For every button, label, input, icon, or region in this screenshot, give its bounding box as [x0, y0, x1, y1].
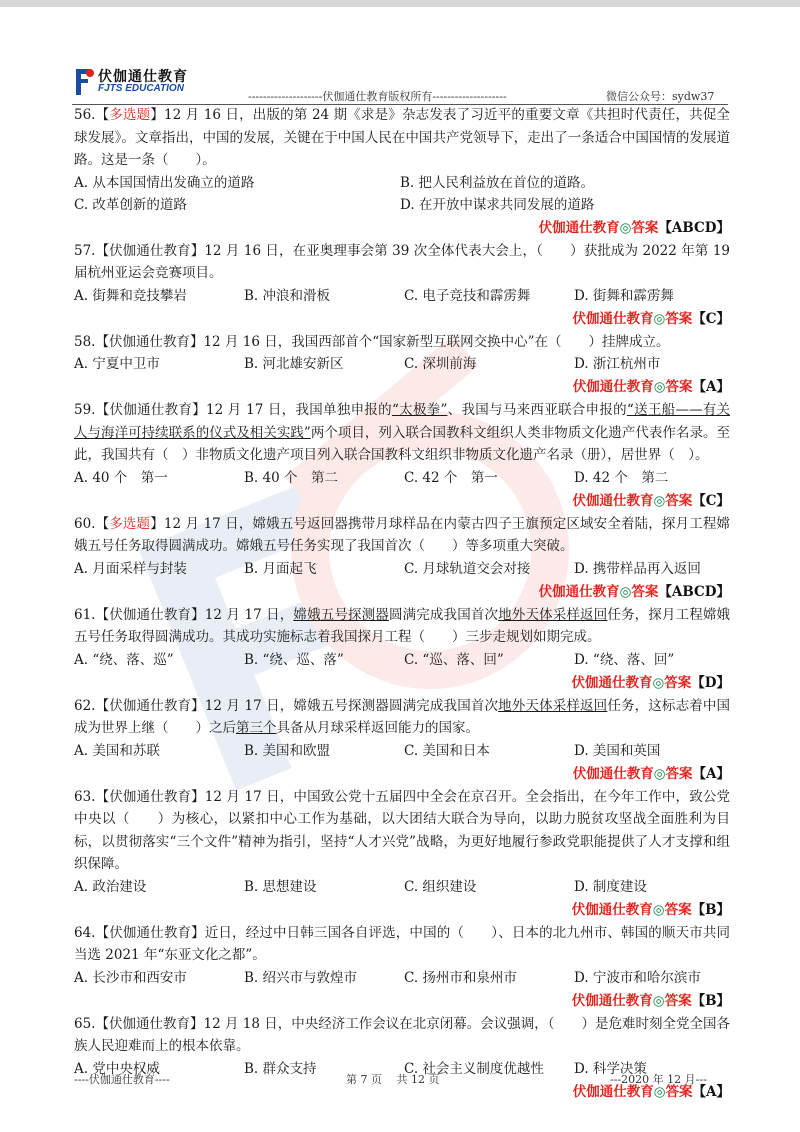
answer-mark-icon: ◎ [653, 1083, 666, 1100]
stem-text: 两个项目，列入联合国教科文组织人类非物质文化遗产代表作名录。至此，我国共有（ ）非物质文化遗产项目列入联合国教科文组织非物质文化遗产名录（册），居世界（ ）。 [74, 424, 731, 463]
option-c: C. 美国和日本 [404, 742, 490, 759]
option-c: C. 月球轨道交会对接 [404, 560, 531, 577]
option-b: B. “绕、巡、落” [244, 651, 344, 668]
stem-text: 58.【伏伽通仕教育】12 月 16 日，我国西部首个“国家新型互联网交换中心”在（ ）挂牌成立。 [74, 333, 670, 350]
question-item [74, 922, 730, 1013]
question-item [74, 1013, 730, 1104]
underlined-text: 地外天体采样返回 [498, 606, 608, 623]
option-b: B. 河北雄安新区 [244, 356, 344, 372]
answer-label: 答案 [665, 1083, 693, 1100]
question-stem [74, 1013, 730, 1058]
option-b: B. 群众支持 [244, 1060, 317, 1077]
answer-key: 【B】 [691, 992, 730, 1009]
answer-source: 伏伽通仕教育 [572, 379, 654, 395]
answer-label: 答案 [665, 765, 693, 782]
footer-date: ---2020 年 12 月--- [610, 1073, 707, 1086]
answer-mark-icon: ◎ [619, 583, 632, 600]
header-copyright: --------------------伏伽通仕教育版权所有-------------------- [248, 90, 507, 103]
stem-text: 64.【伏伽通仕教育】近日，经过中日韩三国各自评选，中国的（ ）、日本的北九州市、韩国的顺天市共同当选 2021 年“东亚文化之都”。 [74, 924, 730, 963]
option-d: D. 在开放中谋求共同发展的道路 [400, 196, 595, 213]
question-stem [74, 513, 730, 558]
question-item [74, 604, 730, 695]
option-c: C. 深圳前海 [404, 356, 477, 372]
answer-label: 答案 [665, 310, 693, 327]
question-stem [74, 399, 730, 467]
stem-text: 任务，这标志着中国成为世界上继（ ）之后 [74, 697, 731, 736]
question-item [74, 786, 730, 922]
question-stem [74, 922, 730, 967]
option-d: D. 携带样品再入返回 [574, 560, 701, 577]
option-d: D. 美国和英国 [574, 742, 661, 759]
answer-label: 答案 [631, 583, 659, 600]
answer-source: 伏伽通仕教育 [538, 583, 620, 600]
answer-line [74, 489, 730, 513]
option-a: A. 美国和苏联 [74, 742, 160, 759]
option-c: C. “巡、落、回” [404, 651, 504, 668]
answer-key: 【ABCD】 [658, 219, 730, 236]
stem-text: 圆满完成我国首次 [388, 606, 499, 623]
answer-key: 【A】 [692, 379, 730, 395]
answer-mark-icon: ◎ [652, 674, 665, 691]
stem-text: 60.【 [74, 515, 110, 532]
fjts-logo-icon [72, 66, 96, 98]
option-d: D. “绕、落、回” [574, 651, 675, 668]
option-row [74, 172, 730, 194]
stem-text: 56.【 [74, 107, 110, 123]
header-wechat: 微信公众号：sydw37 [606, 90, 715, 103]
option-c: C. 42 个 第一 [404, 469, 498, 486]
answer-mark-icon: ◎ [653, 310, 666, 327]
answer-key: 【A】 [692, 1083, 730, 1100]
option-row [74, 967, 730, 989]
option-a: A. “绕、落、巡” [74, 651, 174, 668]
option-d: D. 制度建设 [574, 878, 647, 895]
answer-source: 伏伽通仕教育 [538, 219, 620, 236]
option-a: A. 党中央权威 [74, 1060, 160, 1077]
stem-text: 62.【伏伽通仕教育】12 月 17 日，嫦娥五号探测器圆满完成我国首次 [74, 697, 499, 714]
stem-text: 】12 月 16 日，出版的第 24 期《求是》杂志发表了习近平的重要文章《共担时代责任，共促全球发展》。文章指出，中国的发展，关键在于中国人民在中国共产党领导下，走出了一条适合中国国情的发展道路。这是一条（ ）。 [74, 107, 730, 168]
answer-key: 【C】 [692, 492, 730, 509]
question-item [74, 399, 730, 513]
page-number: 第 7 页 共 12 页 [346, 1073, 440, 1086]
stem-text: 任务，探月工程嫦娥五号任务取得圆满成功。其成功实施标志着我国探月工程（ ）三步走规划如期完成。 [74, 606, 731, 645]
option-b: B. 冲浪和滑板 [244, 287, 331, 304]
option-row [74, 649, 730, 671]
answer-source: 伏伽通仕教育 [572, 310, 654, 327]
option-d: D. 浙江杭州市 [574, 356, 661, 372]
option-b: B. 绍兴市与敦煌市 [244, 969, 358, 986]
stem-text: 65.【伏伽通仕教育】12 月 18 日，中央经济工作会议在北京闭幕。会议强调，（ ）是危难时刻全党全国各族人民迎难而上的根本依靠。 [74, 1015, 730, 1054]
option-row [74, 876, 730, 898]
answer-source: 伏伽通仕教育 [572, 492, 654, 509]
answer-source: 伏伽通仕教育 [571, 901, 653, 918]
answer-mark-icon: ◎ [619, 219, 632, 236]
option-b: B. 月面起飞 [244, 560, 317, 577]
answer-mark-icon: ◎ [652, 992, 665, 1009]
answer-mark-icon: ◎ [653, 379, 666, 395]
answer-line [74, 898, 730, 922]
answer-key: 【A】 [692, 765, 730, 782]
answer-label: 答案 [664, 992, 692, 1009]
answer-line [74, 762, 730, 786]
option-a: A. 长沙市和西安市 [74, 969, 187, 986]
option-row [74, 740, 730, 762]
answer-label: 答案 [664, 674, 692, 691]
question-stem [74, 695, 730, 740]
answer-line [74, 307, 730, 331]
answer-label: 答案 [665, 492, 693, 509]
stem-text: 63.【伏伽通仕教育】12 月 17 日，中国致公党十五届四中全会在京召开。全会指出，在今年工作中，致公党中央以（ ）为核心，以紧扣中心工作为基础，以大团结大联合为导向，以助力脱贫攻坚战全面胜利为目标，以贯彻落实“三个文件”精神为指引，坚持“人才兴党”战略，为更好地履行参政党职能提供了人才支撑和组织保障。 [74, 788, 730, 872]
underlined-text: “太极拳” [391, 402, 448, 418]
option-row [74, 285, 730, 307]
answer-key: 【B】 [691, 901, 730, 918]
option-b: B. 美国和欧盟 [244, 742, 331, 759]
option-a: A. 40 个 第一 [74, 469, 168, 486]
option-a: A. 街舞和竞技攀岩 [74, 287, 187, 304]
stem-text: 59.【伏伽通仕教育】12 月 17 日，我国单独申报的 [74, 402, 392, 418]
multi-choice-tag: 多选题 [109, 515, 151, 532]
option-d: D. 科学决策 [574, 1060, 647, 1077]
answer-mark-icon: ◎ [653, 492, 666, 509]
answer-key: 【D】 [691, 674, 730, 691]
underlined-text: 嫦娥五号探测器 [293, 606, 389, 623]
answer-source: 伏伽通仕教育 [572, 765, 654, 782]
question-item [74, 331, 730, 400]
underlined-text: 第三个 [236, 720, 277, 736]
answer-line [74, 989, 730, 1013]
option-b: B. 思想建设 [244, 878, 317, 895]
answer-label: 答案 [664, 901, 692, 918]
logo-text-en: FJTS EDUCATION [98, 83, 184, 94]
question-stem [74, 240, 730, 285]
option-b: B. 把人民利益放在首位的道路。 [400, 174, 595, 191]
option-c: C. 扬州市和泉州市 [404, 969, 517, 986]
option-b: B. 40 个 第二 [244, 469, 338, 486]
option-a: A. 政治建设 [74, 878, 147, 895]
stem-text: 57.【伏伽通仕教育】12 月 16 日，在亚奥理事会第 39 次全体代表大会上，（ ）获批成为 2022 年第 19 届杭州亚运会竞赛项目。 [74, 242, 730, 281]
option-a: A. 宁夏中卫市 [74, 356, 160, 372]
question-item [74, 695, 730, 786]
answer-label: 答案 [665, 379, 693, 395]
question-item [74, 513, 730, 604]
underlined-text: 地外天体采样返回 [498, 697, 608, 714]
question-list [74, 104, 730, 1104]
option-c: C. 组织建设 [404, 878, 477, 895]
viewer-top-bar [0, 0, 800, 7]
stem-text: 、我国与马来西亚联合申报的 [447, 402, 627, 418]
answer-line [74, 671, 730, 695]
answer-line [74, 375, 730, 399]
answer-mark-icon: ◎ [652, 901, 665, 918]
stem-text: 具备从月球采样返回能力的国家。 [276, 720, 479, 736]
option-row [74, 558, 730, 580]
answer-key: 【C】 [692, 310, 730, 327]
option-row [74, 353, 730, 375]
footer-left: ----伏伽通仕教育---- [74, 1073, 170, 1086]
logo-text-cn: 伏伽通仕教育 [98, 69, 188, 85]
answer-source: 伏伽通仕教育 [571, 992, 653, 1009]
stem-text: 】12 月 17 日，嫦娥五号返回器携带月球样品在内蒙古四子王旗预定区域安全着陆，探月工程嫦娥五号任务取得圆满成功。嫦娥五号任务实现了我国首次（ ）等多项重大突破。 [74, 515, 730, 554]
question-item [74, 104, 730, 240]
question-stem [74, 331, 730, 354]
answer-source: 伏伽通仕教育 [572, 1083, 654, 1100]
option-d: D. 街舞和霹雳舞 [574, 287, 674, 304]
option-d: D. 42 个 第二 [574, 469, 669, 486]
answer-key: 【ABCD】 [658, 583, 730, 600]
multi-choice-tag: 多选题 [109, 107, 151, 123]
question-stem [74, 786, 730, 876]
answer-line [74, 216, 730, 240]
option-row [74, 467, 730, 489]
option-c: C. 社会主义制度优越性 [404, 1060, 544, 1077]
question-item [74, 240, 730, 331]
option-d: D. 宁波市和哈尔滨市 [574, 969, 701, 986]
answer-label: 答案 [631, 219, 659, 236]
question-stem [74, 104, 730, 172]
stem-text: 61.【伏伽通仕教育】12 月 17 日， [74, 606, 294, 623]
option-row [74, 194, 730, 216]
option-a: A. 月面采样与封装 [74, 560, 187, 577]
question-stem [74, 604, 730, 649]
option-c: C. 电子竞技和霹雳舞 [404, 287, 531, 304]
option-c: C. 改革创新的道路 [74, 196, 187, 213]
answer-source: 伏伽通仕教育 [571, 674, 653, 691]
answer-line [74, 580, 730, 604]
answer-mark-icon: ◎ [653, 765, 666, 782]
option-a: A. 从本国国情出发确立的道路 [74, 174, 255, 191]
brand-logo [72, 66, 222, 100]
underlined-text: “送王船——有关人与海洋可持续联系的仪式及相关实践” [74, 402, 731, 441]
